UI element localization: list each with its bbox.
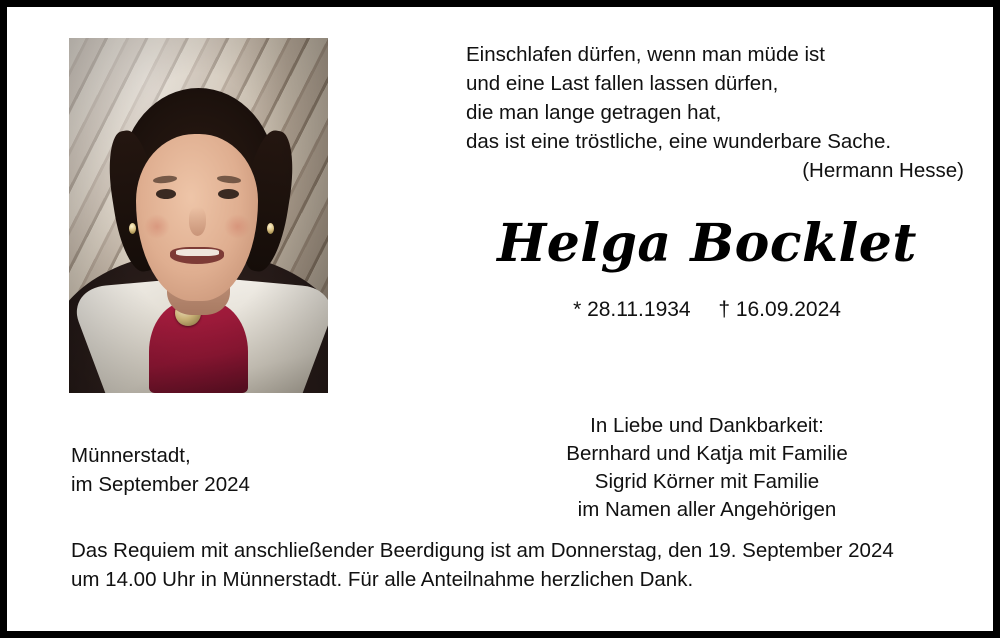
- funeral-details-line: Das Requiem mit anschließender Beerdigung ist am Donnerstag, den 19. September 2024: [71, 539, 894, 562]
- portrait-earring-right: [267, 223, 274, 234]
- portrait-mouth: [170, 247, 224, 264]
- poem-block: [466, 40, 966, 185]
- family-line: Bernhard und Katja mit Familie: [566, 442, 848, 465]
- portrait-eyebrow-left: [153, 174, 178, 183]
- portrait-earring-left: [129, 223, 136, 234]
- portrait-cheek-left: [144, 214, 171, 239]
- birth-date: * 28.11.1934: [573, 298, 691, 321]
- portrait-eyebrow-right: [216, 174, 241, 183]
- portrait-image: [69, 38, 328, 393]
- funeral-details: [71, 536, 951, 594]
- portrait-teeth: [176, 249, 219, 257]
- family-line: im Namen aller Angehörigen: [577, 498, 837, 521]
- portrait-photo: [69, 38, 328, 393]
- place-block: [71, 441, 250, 499]
- poem-line: das ist eine tröstliche, eine wunderbare Sache.: [466, 130, 892, 153]
- death-date: † 16.09.2024: [718, 298, 841, 321]
- family-line: Sigrid Körner mit Familie: [594, 470, 820, 493]
- portrait-nose: [189, 207, 206, 235]
- poem-attribution: (Hermann Hesse): [802, 159, 964, 182]
- obituary-inner: [7, 7, 993, 631]
- family-block: [447, 412, 967, 524]
- poem-line: Einschlafen dürfen, wenn man müde ist: [466, 43, 825, 66]
- place-line: im September 2024: [71, 473, 250, 496]
- funeral-details-line: um 14.00 Uhr in Münnerstadt. Für alle Anteilnahme herzlichen Dank.: [71, 568, 694, 591]
- life-dates: [447, 298, 967, 322]
- poem-line: und eine Last fallen lassen dürfen,: [466, 72, 779, 95]
- portrait-eye-left: [156, 189, 177, 199]
- poem-line: die man lange getragen hat,: [466, 101, 722, 124]
- portrait-cheek-right: [224, 214, 251, 239]
- portrait-eye-right: [218, 189, 239, 199]
- family-line: In Liebe und Dankbarkeit:: [590, 414, 824, 437]
- deceased-name: Helga Bocklet: [497, 213, 917, 274]
- place-line: Münnerstadt,: [71, 444, 191, 467]
